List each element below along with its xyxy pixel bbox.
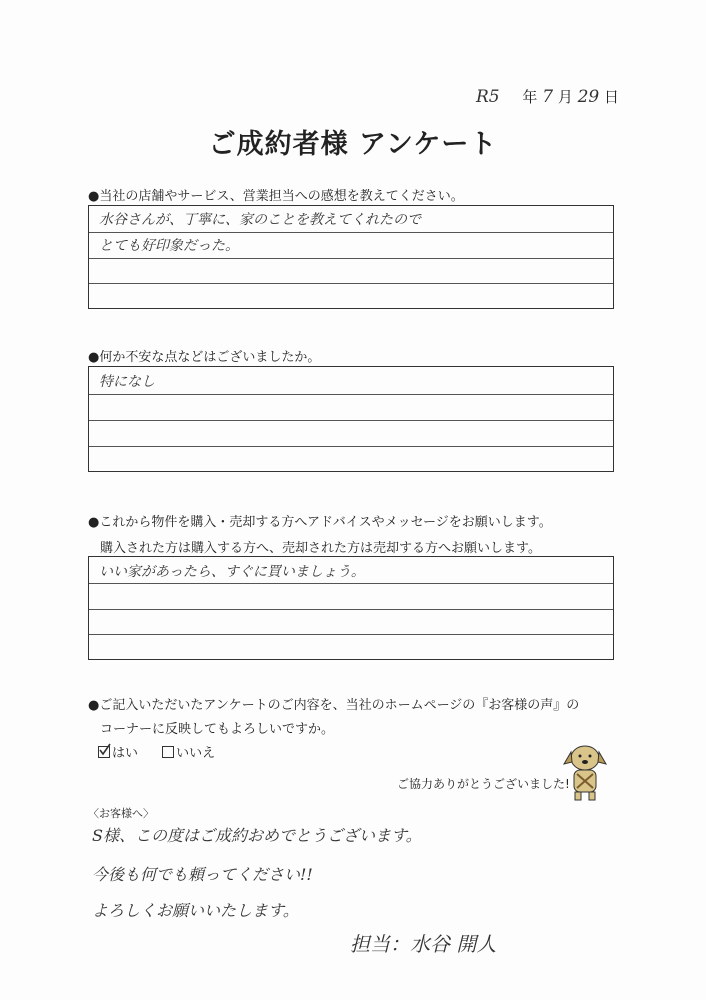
answer-box-3 xyxy=(88,556,614,660)
answer-3-line-1: いい家があったら、すぐに買いましょう。 xyxy=(99,564,365,580)
dog-mascot-icon xyxy=(560,742,610,802)
day-unit: 日 xyxy=(604,88,620,106)
no-label: いいえ xyxy=(176,746,216,761)
message-line-3: よろしくお願いいたします。 xyxy=(92,901,299,920)
question-3-line-1: ●これから物件を購入・売却する方へアドバイスやメッセージをお願いします。 xyxy=(88,515,552,530)
date-year: R5 xyxy=(476,87,500,107)
message-line-2: 今後も何でも頼ってください!! xyxy=(92,865,313,884)
question-2: ●何か不安な点などはございましたか。 xyxy=(88,350,321,365)
message-line-1: S様、この度はご成約おめでとうございます。 xyxy=(92,826,422,845)
message-label: 〈お客様へ〉 xyxy=(88,807,154,820)
page-title: ご成約者様 アンケート xyxy=(208,129,498,160)
answer-box-1 xyxy=(88,205,614,309)
check-mark-icon xyxy=(98,743,112,757)
question-3-line-2: 購入された方は購入する方へ、売却された方は売却する方へお願いします。 xyxy=(100,541,541,556)
no-checkbox[interactable] xyxy=(162,746,174,758)
date-field xyxy=(476,86,619,107)
answer-1-line-1: 水谷さんが、丁寧に、家のことを教えてくれたので xyxy=(99,212,421,228)
question-4-line-1: ●ご記入いただいたアンケートのご内容を、当社のホームページの『お客様の声』の xyxy=(88,698,580,713)
date-month: 7 xyxy=(542,87,554,107)
consent-options xyxy=(98,742,215,761)
yes-option[interactable] xyxy=(98,746,142,761)
date-day: 29 xyxy=(577,87,600,107)
answer-1-line-2: とても好印象だった。 xyxy=(99,238,239,254)
question-1: ●当社の店舗やサービス、営業担当への感想を教えてください。 xyxy=(88,189,464,204)
signature: 担当：水谷 開人 xyxy=(350,932,497,956)
year-unit: 年 xyxy=(522,88,538,106)
answer-box-2 xyxy=(88,366,614,472)
yes-label: はい xyxy=(112,746,139,761)
month-unit: 月 xyxy=(557,88,573,106)
no-option[interactable] xyxy=(162,746,215,761)
yes-checkbox[interactable] xyxy=(98,746,110,758)
thanks-text: ご協力ありがとうございました! xyxy=(397,777,570,791)
answer-2-line-1: 特になし xyxy=(99,374,155,390)
question-4-line-2: コーナーに反映してもよろしいですか。 xyxy=(100,722,335,737)
